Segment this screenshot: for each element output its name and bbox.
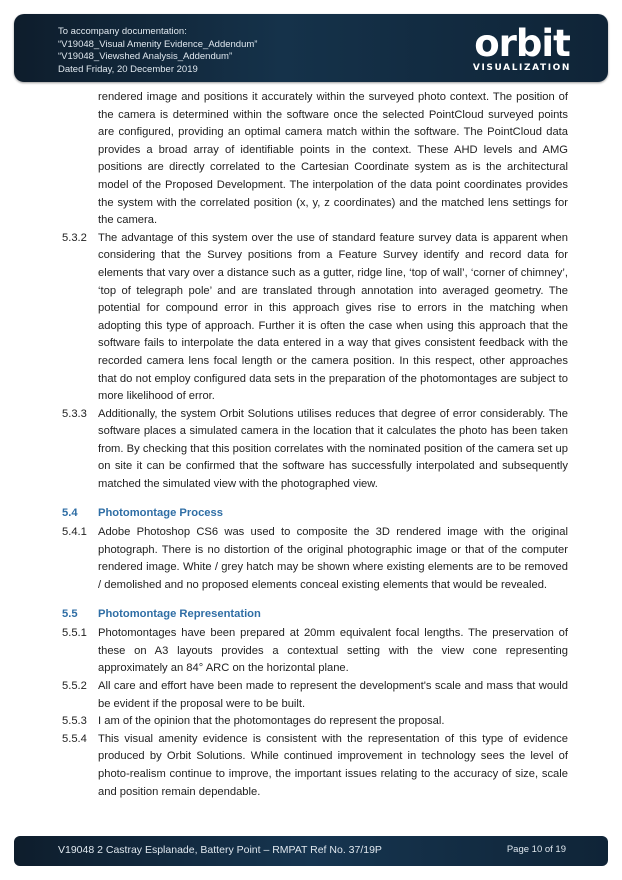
page-header xyxy=(14,14,608,82)
header-line: “V19048_Viewshed Analysis_Addendum” xyxy=(58,51,233,62)
paragraph-number: 5.5.2 xyxy=(62,680,87,692)
paragraph-5-5-2 xyxy=(62,678,568,713)
footer-project-reference: V19048 2 Castray Esplanade, Battery Point – RMPAT Ref No. 37/19P xyxy=(58,844,382,856)
paragraph-text: Additionally, the system Orbit Solutions utilises reduces that degree of error considerably. The software places a simulated camera in the location that it calculates the photo has been taken from. By checking that this position correlates with the nominated position of the camera set up on site it can be confirmed that the software has successfully interpolated and subsequently matched the simulated view with the photographed view. xyxy=(98,407,568,491)
paragraph-5-5-3 xyxy=(62,713,568,731)
paragraph-number: 5.4.1 xyxy=(62,526,87,539)
header-date: Dated Friday, 20 December 2019 xyxy=(58,63,198,75)
logo-wordmark: orbit xyxy=(474,22,570,65)
section-heading-5-4 xyxy=(62,505,568,523)
header-documentation-note xyxy=(58,26,257,76)
page-footer xyxy=(14,836,608,866)
paragraph-5-5-4 xyxy=(62,731,568,801)
paragraph-number: 5.5.3 xyxy=(62,715,87,728)
section-title: Photomontage Process xyxy=(98,506,223,519)
section-number: 5.4 xyxy=(62,506,78,519)
document-body xyxy=(62,89,568,801)
logo-subtitle: VISUALIZATION xyxy=(472,63,572,73)
paragraph-text: This visual amenity evidence is consistent with the representation of this type of evidence produced by Orbit Solutions. While continued improvement in technology sees the level of photo-realism continue to improve, the important issues relating to the accuracy of size, scale and position remain dependable. xyxy=(98,732,568,798)
paragraph-number: 5.3.3 xyxy=(62,407,87,420)
paragraph-text: I am of the opinion that the photomontages do represent the proposal. xyxy=(98,715,445,728)
paragraph-text: The advantage of this system over the use of standard feature survey data is apparent when considering that the Survey positions from a Feature Survey identify and record data for elements that vary over a distance such as a gutter, ridge line, ‘top of wall’, ‘corner of chimney’, ‘top of telegraph pole’ and are translated through annotation into averaged geometry. The potential for compound error in this approach gives rise to errors in the matching when adopting this type of approach. Further it is often the case when using this approach that the software fails to interpolate the data entered in a way that gives consistent feedback with the recorded camera lens focal length or the camera position. In this respect, other approaches that do not employ configured data sets in the preparation of the photomontages are subject to more likelihood of error. xyxy=(98,231,568,403)
paragraph-5-4-1 xyxy=(62,524,568,594)
paragraph-number: 5.3.2 xyxy=(62,231,87,244)
page-number: Page 10 of 19 xyxy=(506,844,566,855)
paragraph-5-3-2 xyxy=(62,230,568,406)
paragraph-text: Adobe Photoshop CS6 was used to composite the 3D rendered image with the original photograph. There is no distortion of the original photographic image or that of the computer rendered image. White / grey hatch may be shown where existing elements are to be removed / demolished and no proposed elements conceal existing elements that would be revealed. xyxy=(98,526,568,592)
header-line: “V19048_Visual Amenity Evidence_Addendum” xyxy=(58,38,258,50)
section-heading-5-5 xyxy=(62,606,568,624)
paragraph-text: Photomontages have been prepared at 20mm equivalent focal lengths. The preservation of these on A3 layouts provides a contextual setting with the view cone representing approximately an 84° ARC on the horizontal plane. xyxy=(98,627,568,675)
paragraph-continuation: rendered image and positions it accurately within the surveyed photo context. The position of the camera is determined within the software once the selected PointCloud surveyed points are configured, providing an optimal camera match within the software. The PointCloud data provides a broad array of identifiable points in the context. These AHD levels and AMG positions are directly correlated to the Cartesian Coordinate system as is the architectural model of the Proposed Development. The interpolation of the data point coordinates provides the system with the correlated position (x, y, z coordinates) and the matched lens settings for the camera. xyxy=(98,91,568,227)
paragraph-5-3-3 xyxy=(62,406,568,494)
header-line: To accompany documentation: xyxy=(58,26,187,37)
paragraph-number: 5.5.4 xyxy=(62,732,87,745)
paragraph-number: 5.5.1 xyxy=(62,627,87,640)
section-number: 5.5 xyxy=(62,607,78,620)
section-title: Photomontage Representation xyxy=(98,607,261,620)
paragraph-text: All care and effort have been made to represent the development's scale and mass that would be evident if the proposal were to be built. xyxy=(98,680,568,710)
orbit-logo xyxy=(466,22,578,80)
paragraph-5-5-1 xyxy=(62,625,568,678)
